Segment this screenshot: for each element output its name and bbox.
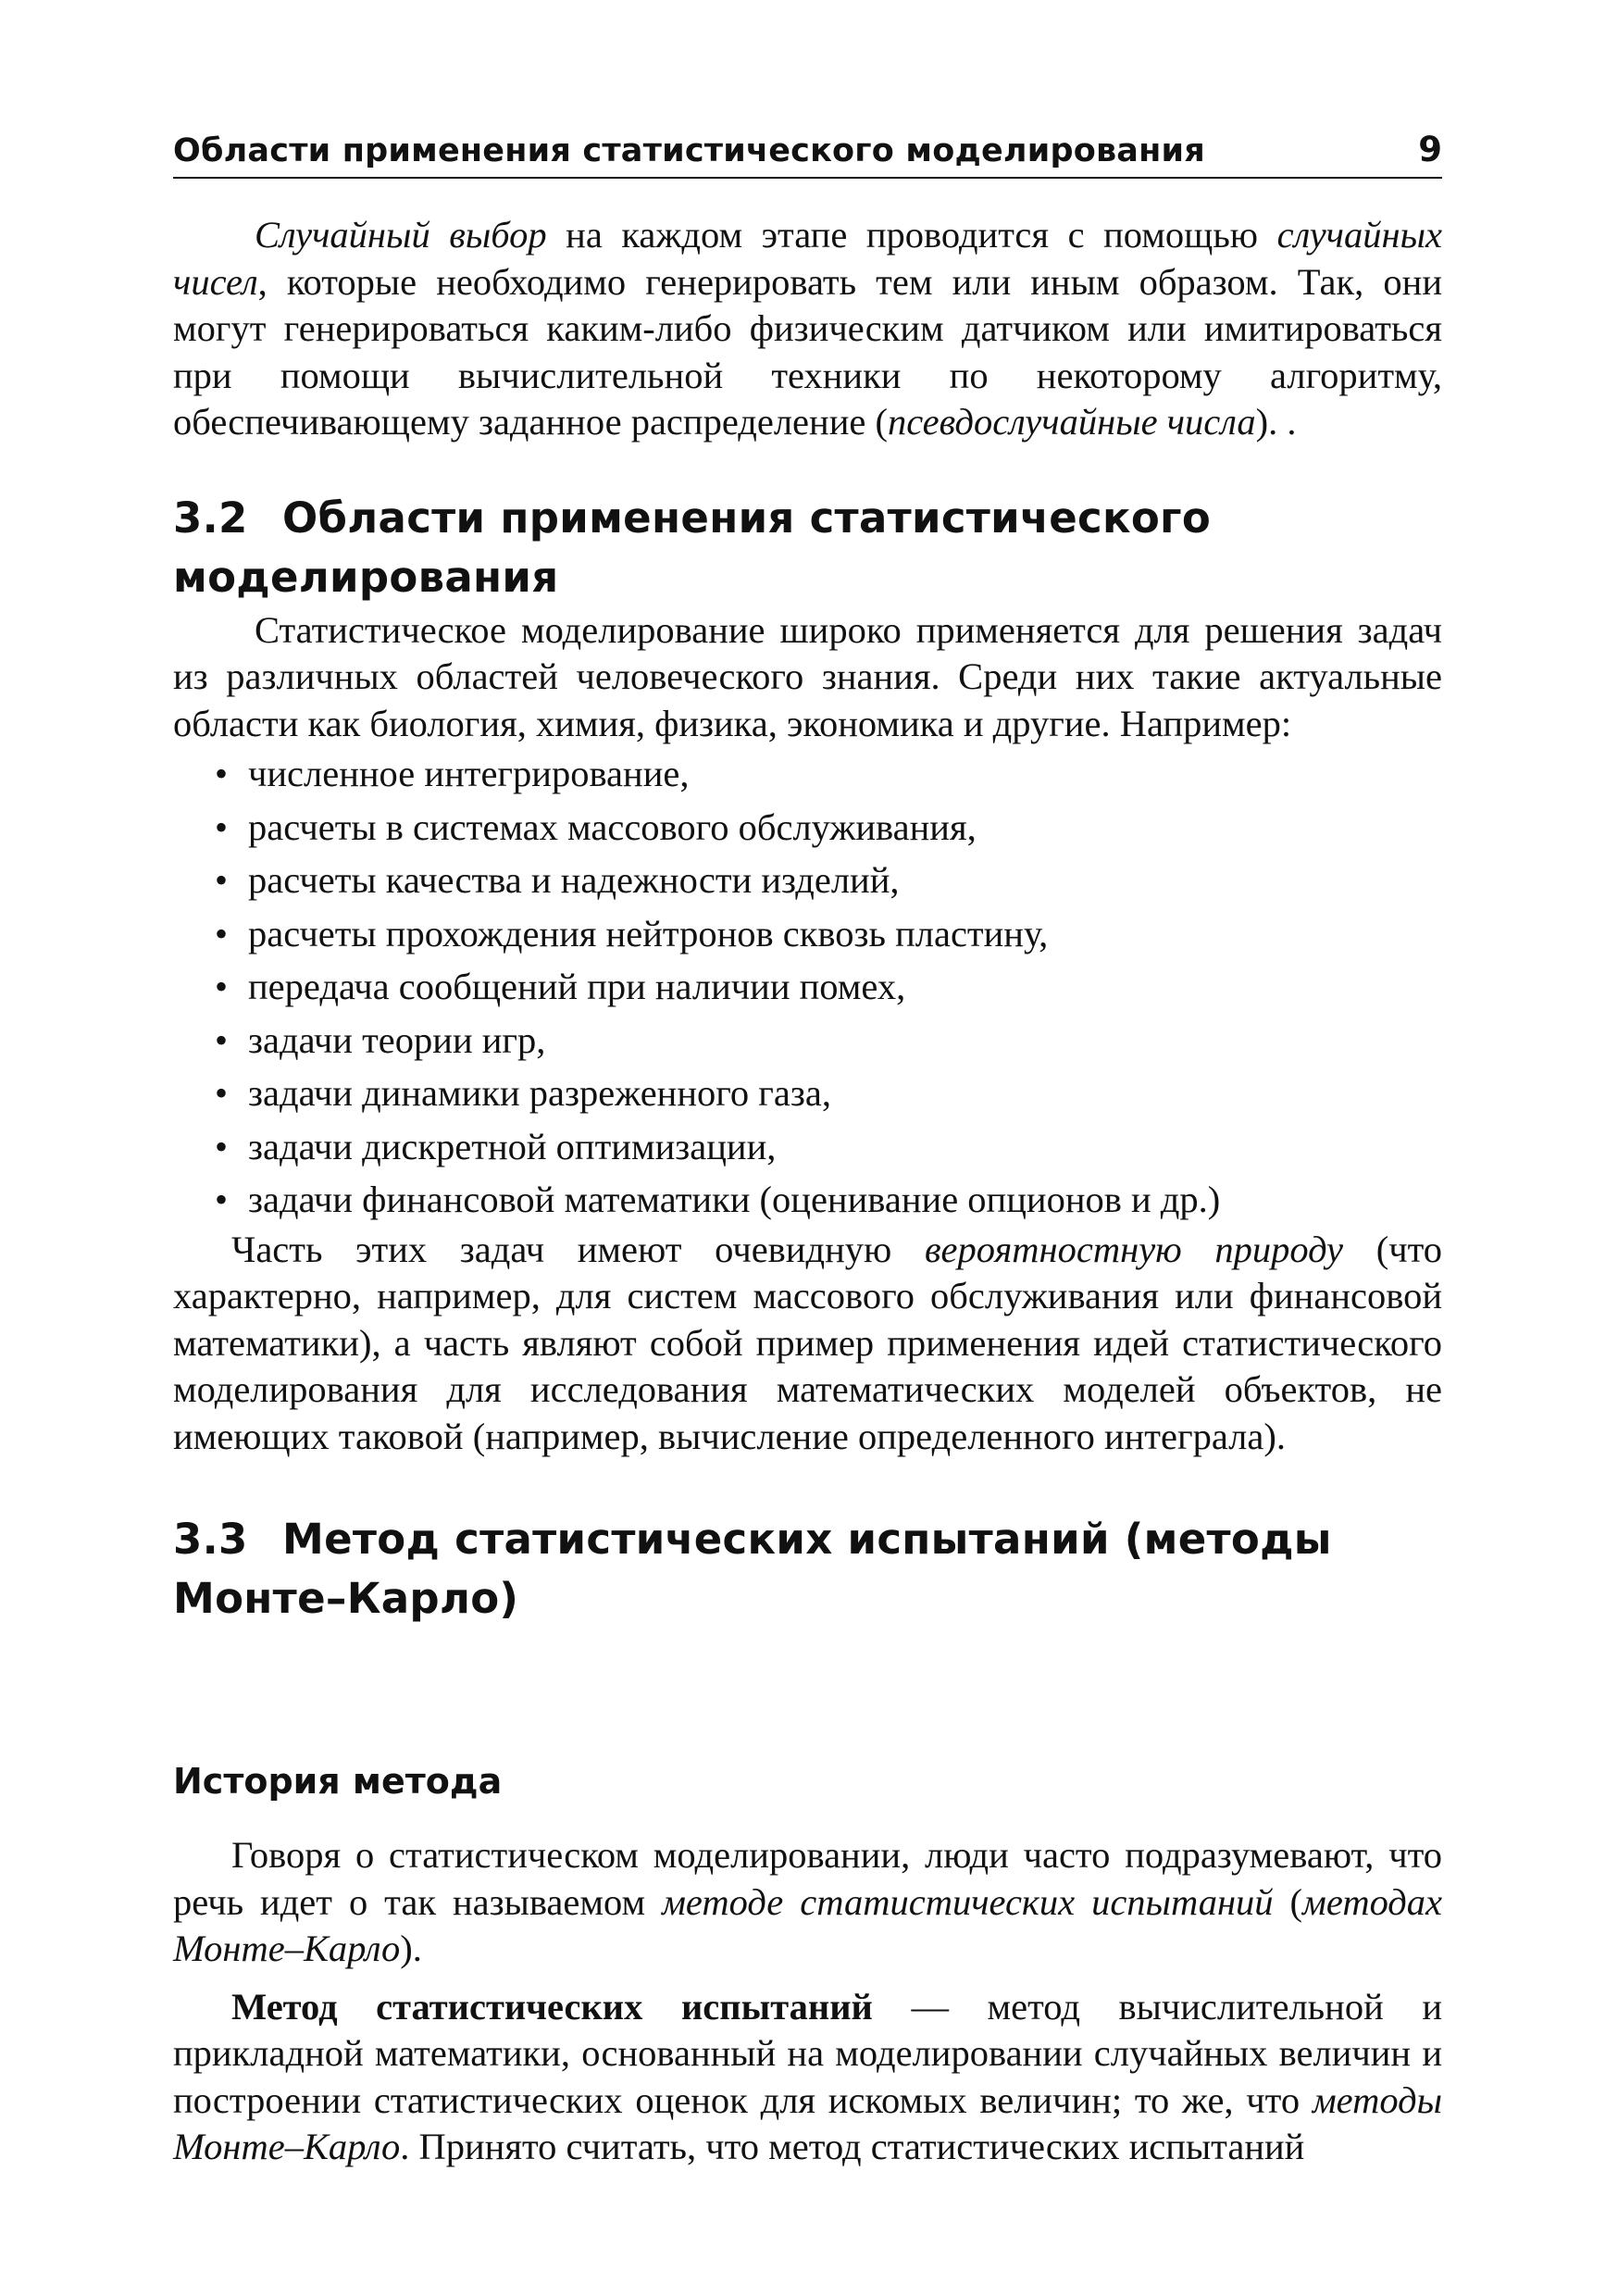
list-item: • задачи финансовой математики (оценивание опционов и др.) — [215, 1173, 1442, 1227]
subsection-history-heading: История метода — [173, 1761, 503, 1802]
section-3-2-closing — [173, 1227, 1442, 1461]
list-item: • задачи теории игр, — [215, 1014, 1442, 1067]
history-paragraph-1 — [173, 1832, 1442, 1973]
running-header — [173, 130, 1442, 179]
history-text-1: Говоря о статистическом моделировании, люди часто подразумевают, что речь идет о так называемом — [173, 1834, 1442, 1923]
running-title: Области применения статистического моделирования — [173, 132, 1205, 169]
history-text-2: ( — [1273, 1880, 1303, 1923]
list-item: • расчеты в системах массового обслуживания, — [215, 801, 1442, 855]
list-item: • расчеты прохождения нейтронов сквозь пластину, — [215, 907, 1442, 961]
page-number: 9 — [1418, 130, 1442, 169]
section-3-3-heading — [173, 1510, 1442, 1628]
intro-text-3: ). . — [1255, 401, 1297, 443]
term-pseudorandom-numbers: псевдослучайные числа — [887, 401, 1256, 443]
list-item: • задачи дискретной оптимизации, — [215, 1120, 1442, 1174]
intro-paragraph — [173, 212, 1442, 446]
list-item: • численное интегрирование, — [215, 747, 1442, 801]
intro-text-2: , которые необходимо генерировать тем или иным образом. Так, они могут генерироваться каким-либо физическим датчиком или имитироваться при помощи вычислительной техники по некоторому алгоритму, обеспечивающему заданное распределение ( — [173, 260, 1442, 443]
closing-text-1: Часть этих задач имеют очевидную — [231, 1228, 925, 1270]
term-monte-carlo-methods-2: методы Монте–Карло — [173, 2078, 1442, 2167]
section-3-3-title: Метод статистических испытаний (методы Монте–Карло) — [173, 1515, 1332, 1623]
closing-text-2: (что характерно, например, для систем массового обслуживания или финансовой математики), а часть являют собой пример применения идей статистического моделирования для исследования математических моделей объектов, не имеющих таковой (например, вычисление определенного интеграла). — [173, 1228, 1442, 1457]
section-3-2-heading — [173, 489, 1442, 607]
history-text-3: ). — [400, 1928, 422, 1969]
definition-term: Метод статистических испытаний — [231, 1985, 873, 2028]
definition-text-1: — метод вычислительной и прикладной математики, основанный на моделировании случайных величин и построении статистических оценок для искомых величин; то же, что — [173, 1985, 1442, 2121]
term-random-numbers: случайных чисел — [173, 214, 1442, 303]
section-3-2-number: 3.2 — [173, 493, 248, 543]
section-3-3-number: 3.3 — [173, 1515, 248, 1564]
section-3-2-title: Области применения статистического моделирования — [173, 493, 1212, 602]
history-paragraph-2 — [173, 1984, 1442, 2171]
list-item: • задачи динамики разреженного газа, — [215, 1067, 1442, 1120]
list-item: • расчеты качества и надежности изделий, — [215, 854, 1442, 907]
section-3-2-intro: Статистическое моделирование широко применяется для решения задач из различных областей человеческого знания. Среди них такие актуальные области как биология, химия, физика, экономика и другие. Например: — [173, 608, 1442, 744]
definition-text-2: . Принято считать, что метод статистических испытаний — [400, 2126, 1305, 2167]
term-random-choice: Случайный выбор — [255, 214, 547, 256]
application-list — [173, 747, 1442, 1227]
term-statistical-trials-method: методе статистических испытаний — [662, 1880, 1274, 1923]
term-probabilistic-nature: вероятностную природу — [924, 1228, 1344, 1270]
term-monte-carlo-methods: методах Монте–Карло — [173, 1880, 1442, 1969]
list-item: • передача сообщений при наличии помех, — [215, 960, 1442, 1014]
intro-text-1: на каждом этапе проводится с помощью — [546, 214, 1277, 256]
